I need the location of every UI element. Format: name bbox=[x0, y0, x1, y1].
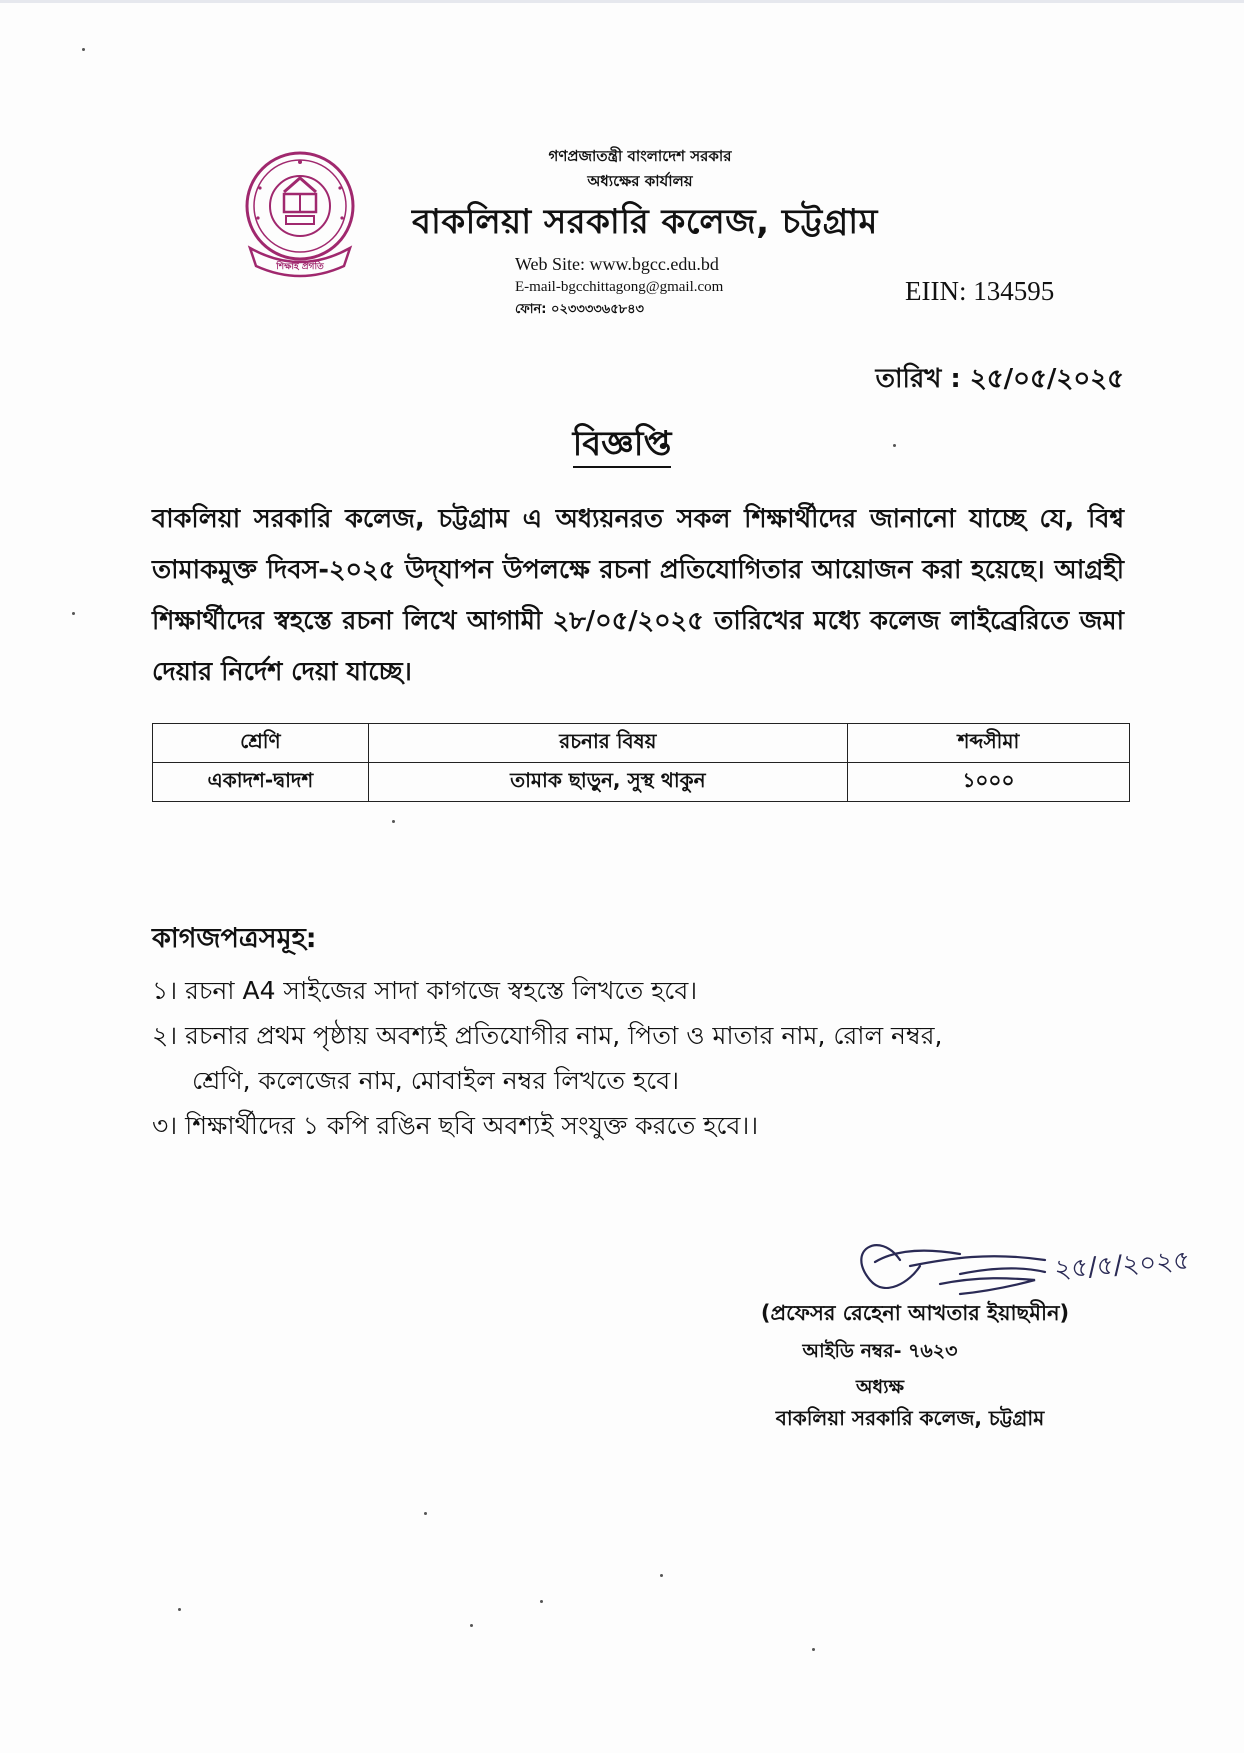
scan-speck bbox=[178, 1608, 181, 1611]
cell-topic: তামাক ছাড়ুন, সুস্থ থাকুন bbox=[368, 763, 847, 802]
document-item-2 bbox=[152, 1013, 1132, 1103]
scan-speck bbox=[424, 1512, 427, 1515]
notice-body: বাকলিয়া সরকারি কলেজ, চট্টগ্রাম এ অধ্যয়নরত সকল শিক্ষার্থীদের জানানো যাচ্ছে যে, বিশ্ব তামাকমুক্ত দিবস-২০২৫ উদ্‌যাপন উপলক্ষে রচনা প্রতিযোগিতার আয়োজন করা হয়েছে। আগ্রহী শিক্ষার্থীদের স্বহস্তে রচনা লিখে আগামী ২৮/০৫/২০২৫ তারিখের মধ্যে কলেজ লাইব্রেরিতে জমা দেয়ার নির্দেশ দেয়া যাচ্ছে। bbox=[152, 504, 1124, 687]
document-item-1: ১। রচনা A4 সাইজের সাদা কাগজে স্বহস্তে লিখতে হবে। bbox=[152, 976, 698, 1005]
notice-title-wrapper bbox=[0, 418, 1244, 475]
scan-speck bbox=[392, 820, 395, 823]
scan-speck bbox=[72, 612, 75, 615]
website-text: Web Site: www.bgcc.edu.bd bbox=[515, 254, 719, 274]
signatory-college: বাকলিয়া সরকারি কলেজ, চট্টগ্রাম bbox=[775, 1406, 1045, 1430]
table-header-row bbox=[153, 724, 1130, 763]
header-topic: রচনার বিষয় bbox=[368, 724, 847, 763]
cell-word-limit: ১০০০ bbox=[847, 763, 1129, 802]
scan-edge-line bbox=[0, 0, 1244, 3]
notice-date: তারিখ : ২৫/০৫/২০২৫ bbox=[875, 364, 1124, 394]
college-logo-icon bbox=[240, 148, 360, 286]
eiin-number: EIIN: 134595 bbox=[905, 276, 1055, 306]
document-item-3: ৩। শিক্ষার্থীদের ১ কপি রঙিন ছবি অবশ্যই সংযুক্ত করতে হবে।। bbox=[152, 1111, 759, 1140]
signature-date: ২৫/৫/২০২৫ bbox=[1053, 1245, 1191, 1285]
header-word-limit: শব্দসীমা bbox=[847, 724, 1129, 763]
notice-title: বিজ্ঞপ্তি bbox=[573, 424, 672, 468]
signatory-role: অধ্যক্ষ bbox=[855, 1376, 904, 1398]
government-line: গণপ্রজাতন্ত্রী বাংলাদেশ সরকার bbox=[548, 147, 732, 165]
scan-speck bbox=[82, 48, 85, 51]
scan-speck bbox=[812, 1648, 815, 1651]
documents-title: কাগজপত্রসমূহ: bbox=[152, 923, 317, 954]
table-row bbox=[153, 763, 1130, 802]
email-text: E-mail-bgcchittagong@gmail.com bbox=[515, 279, 724, 295]
signatory-name: (প্রফেসর রেহেনা আখতার ইয়াছমীন) bbox=[760, 1301, 1070, 1325]
header-class: শ্রেণি bbox=[153, 724, 369, 763]
scan-speck bbox=[540, 1600, 543, 1603]
office-line: অধ্যক্ষের কার্যালয় bbox=[587, 172, 693, 190]
cell-class: একাদশ-দ্বাদশ bbox=[153, 763, 369, 802]
document-item-2-line-2: শ্রেণি, কলেজের নাম, মোবাইল নম্বর লিখতে হবে। bbox=[192, 1066, 680, 1095]
document-item-2-line-1: ২। রচনার প্রথম পৃষ্ঠায় অবশ্যই প্রতিযোগীর নাম, পিতা ও মাতার নাম, রোল নম্বর, bbox=[152, 1021, 943, 1050]
essay-info-table bbox=[152, 723, 1130, 802]
college-name-heading: বাকলিয়া সরকারি কলেজ, চট্টগ্রাম bbox=[412, 202, 878, 242]
scan-speck bbox=[660, 1574, 663, 1577]
signatory-id: আইডি নম্বর- ৭৬২৩ bbox=[802, 1340, 958, 1362]
scan-speck bbox=[893, 444, 896, 447]
scan-speck bbox=[470, 1624, 473, 1627]
phone-text: ফোন: ০২৩৩৩৩৬৫৮৪৩ bbox=[515, 302, 644, 317]
logo-motto-text: শিক্ষাই প্রগতি bbox=[276, 262, 324, 272]
